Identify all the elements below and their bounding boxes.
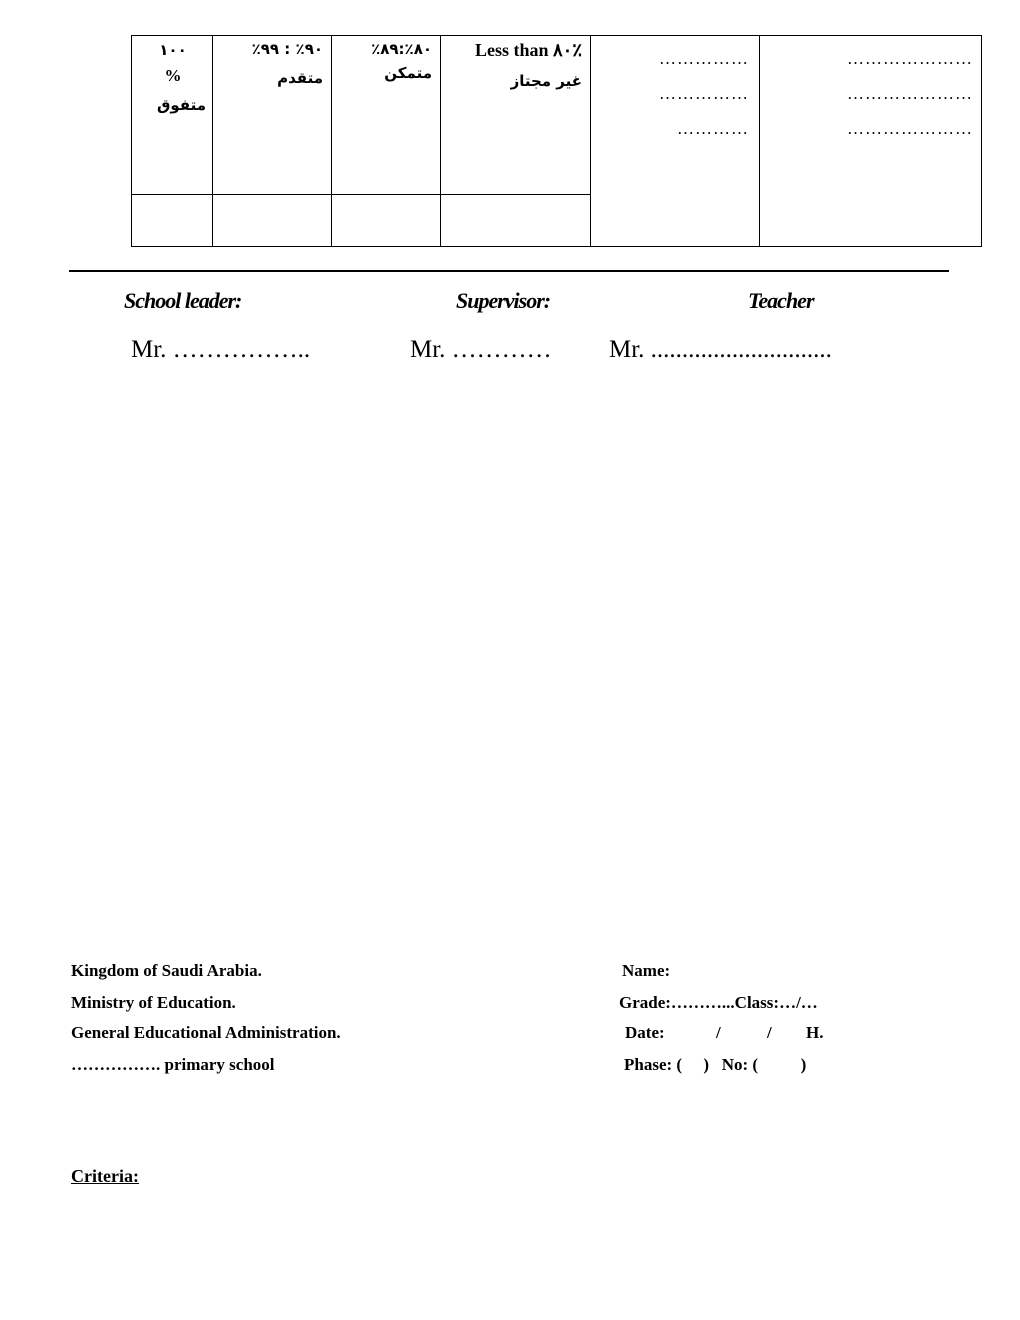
level-proficient-cell: [332, 36, 441, 195]
level-advanced-cell: [213, 36, 332, 195]
level-excellent-percent: %: [164, 66, 182, 85]
criteria-heading: Criteria:: [71, 1166, 139, 1186]
level-advanced-range: ٩٠٪ : ٩٩٪: [251, 40, 323, 58]
level-proficient-label: متمكن: [384, 64, 432, 82]
level-not-passed-cell: [441, 36, 591, 195]
school-leader-name: Mr. ……………..: [131, 336, 311, 363]
dotted-line: …………………: [847, 49, 973, 68]
level-proficient-range: ٨٠٪:٨٩٪: [371, 40, 432, 58]
level-advanced-label: متقدم: [277, 69, 323, 87]
score-entry-cell[interactable]: [132, 195, 213, 247]
level-excellent-label: متفوق: [156, 96, 206, 114]
dotted-column-1: [591, 36, 760, 247]
level-not-passed-label: غير مجتاز: [510, 72, 582, 90]
grade-scale-table: [131, 35, 982, 247]
dotted-line: ……………: [659, 49, 749, 68]
dotted-column-2: [760, 36, 982, 247]
level-excellent-range: ١٠٠: [159, 41, 187, 59]
header-ministry: Ministry of Education.: [71, 993, 236, 1012]
supervisor-name: Mr. …………: [410, 336, 552, 363]
student-name-field[interactable]: Name:: [622, 961, 671, 980]
dotted-line: ……………: [659, 84, 749, 103]
score-entry-cell[interactable]: [332, 195, 441, 247]
score-entry-cell[interactable]: [441, 195, 591, 247]
date-suffix: H.: [806, 1023, 824, 1042]
separator-line: [69, 270, 949, 272]
score-entry-cell[interactable]: [213, 195, 332, 247]
level-not-passed-range: Less than ٨٠٪: [474, 40, 582, 60]
teacher-label: Teacher: [748, 288, 814, 313]
header-school: ……………. primary school: [71, 1055, 275, 1074]
phase-number-field[interactable]: Phase: ( ) No: ( ): [624, 1055, 807, 1074]
header-country: Kingdom of Saudi Arabia.: [71, 961, 262, 980]
school-leader-label: School leader:: [124, 288, 242, 313]
dotted-line: …………………: [847, 119, 973, 138]
teacher-name: Mr. .............................: [609, 336, 832, 363]
supervisor-label: Supervisor:: [456, 288, 551, 313]
dotted-line: …………: [677, 119, 749, 138]
date-separator: /: [767, 1023, 772, 1042]
date-label: Date:: [625, 1023, 665, 1042]
header-administration: General Educational Administration.: [71, 1023, 341, 1042]
grade-class-field[interactable]: Grade:………...Class:…/…: [619, 993, 818, 1012]
date-separator: /: [716, 1023, 721, 1042]
dotted-line: …………………: [847, 84, 973, 103]
level-excellent-cell: [132, 36, 213, 195]
